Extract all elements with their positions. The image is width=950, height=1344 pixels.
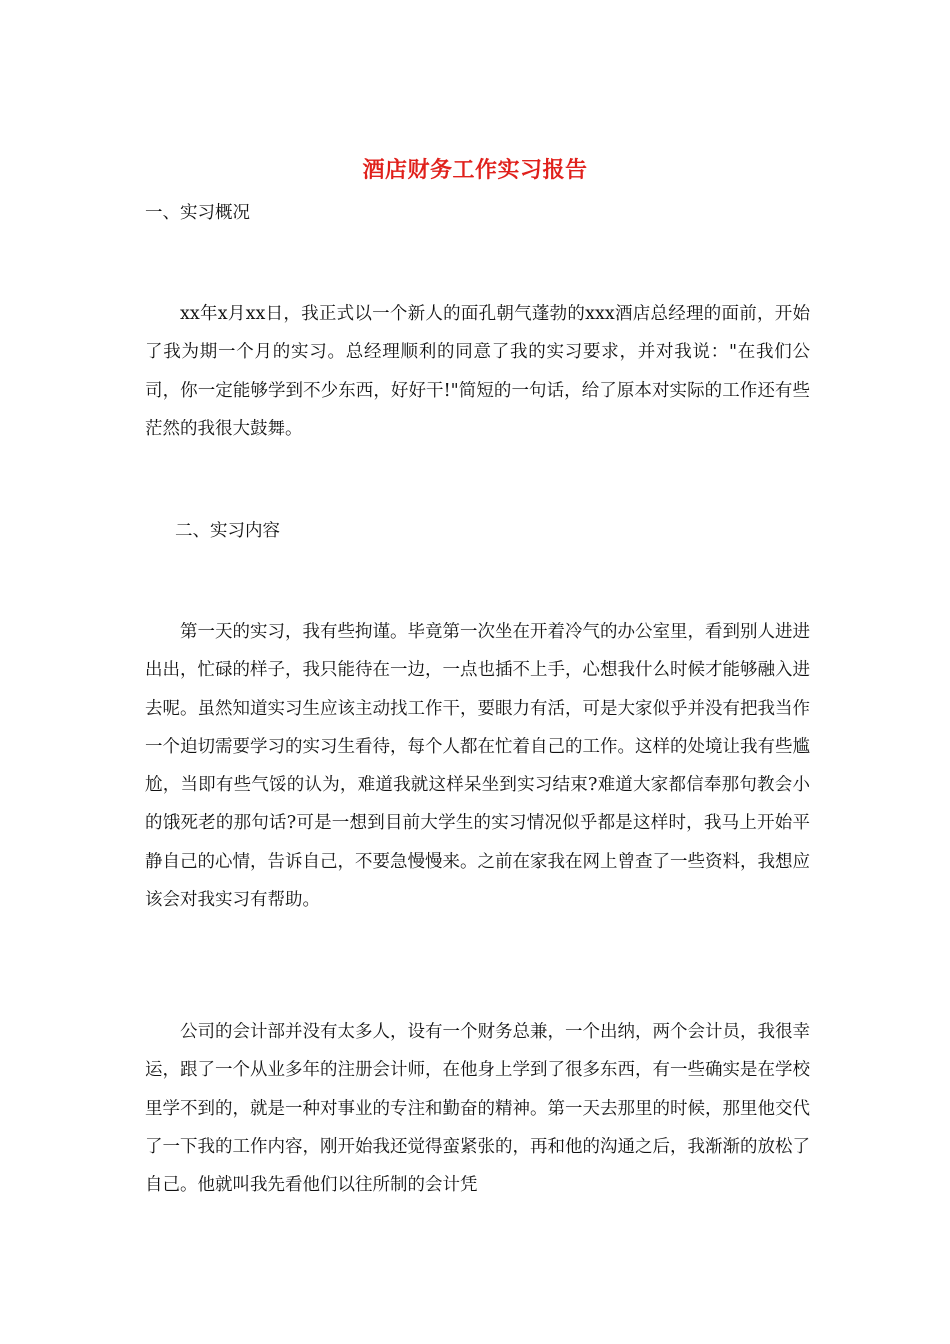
section-heading-content: 二、实习内容 (175, 521, 280, 541)
paragraph-first-day: 第一天的实习，我有些拘谨。毕竟第一次坐在开着冷气的办公室里，看到别人进进出出，忙碌的样子，我只能待在一边，一点也插不上手，心想我什么时候才能够融入进去呢。虽然知道实习生应该主动找工作干，要眼力有活，可是大家似乎并没有把我当作一个迫切需要学习的实习生看待，每个人都在忙着自己的工作。这样的处境让我有些尴尬，当即有些气馁的认为，难道我就这样呆坐到实习结束?难道大家都信奉那句教会小的饿死老的那句话?可是一想到目前大学生的实习情况似乎都是这样时，我马上开始平静自己的心情，告诉自己，不要急慢慢来。之前在家我在网上曾查了一些资料，我想应该会对我实习有帮助。 (145, 622, 810, 911)
document-title: 酒店财务工作实习报告 (362, 157, 588, 183)
section-heading-overview: 一、实习概况 (145, 203, 250, 223)
paragraph-accounting-dept: 公司的会计部并没有太多人，设有一个财务总兼，一个出纳，两个会计员，我很幸运，跟了一个从业多年的注册会计师，在他身上学到了很多东西，有一些确实是在学校里学不到的，就是一种对事业的专注和勤奋的精神。第一天去那里的时候，那里他交代了一下我的工作内容，刚开始我还觉得蛮紧张的，再和他的沟通之后，我渐渐的放松了自己。他就叫我先看他们以往所制的会计凭 (145, 1022, 810, 1196)
paragraph-overview: xx年x月xx日，我正式以一个新人的面孔朝气蓬勃的xxx酒店总经理的面前，开始了我为期一个月的实习。总经理顺利的同意了我的实习要求，并对我说："在我们公司，你一定能够学到不少东西，好好干!"简短的一句话，给了原本对实际的工作还有些茫然的我很大鼓舞。 (145, 304, 810, 439)
